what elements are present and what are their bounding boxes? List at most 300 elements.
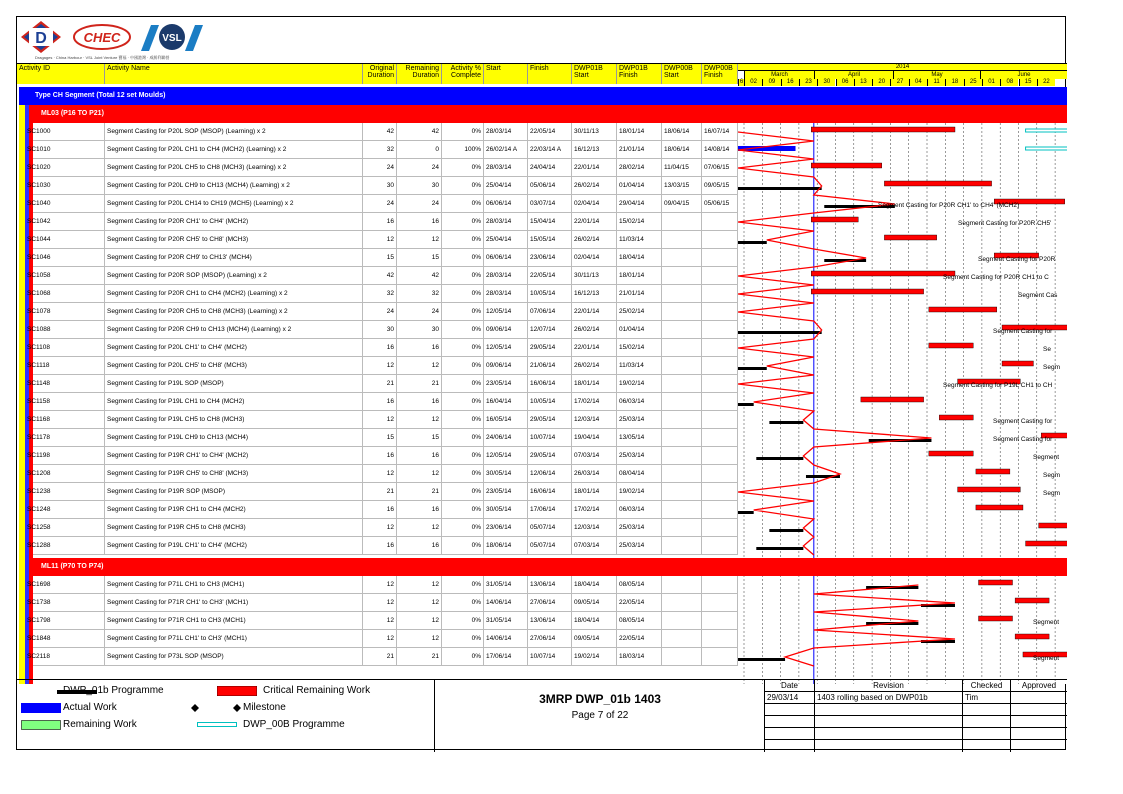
- activity-id: SC1030: [25, 177, 105, 195]
- finish-date: 29/05/14: [528, 339, 572, 357]
- dwp01b-start: 12/03/14: [572, 411, 617, 429]
- original-duration: 15: [363, 249, 397, 267]
- table-row[interactable]: [27, 483, 738, 501]
- activity-id: SC1042: [25, 213, 105, 231]
- remaining-duration: 16: [397, 339, 442, 357]
- percent-complete: 0%: [442, 537, 484, 555]
- start-date: 12/05/14: [484, 447, 528, 465]
- col-dwp00b-finish[interactable]: DWP00B Finish: [702, 64, 738, 84]
- activity-id: SC1044: [25, 231, 105, 249]
- dwp01b-start: 30/11/13: [572, 123, 617, 141]
- dwp00b-finish: [702, 501, 738, 519]
- activity-id: SC1798: [25, 612, 105, 630]
- activity-id: SC1158: [25, 393, 105, 411]
- remaining-duration: 12: [397, 519, 442, 537]
- dwp01b-finish: 06/03/14: [617, 393, 662, 411]
- dwp01b-finish: 01/04/14: [617, 177, 662, 195]
- original-duration: 12: [363, 357, 397, 375]
- table-row[interactable]: [27, 285, 738, 303]
- dwp01b-finish: 28/02/14: [617, 159, 662, 177]
- start-date: 16/05/14: [484, 411, 528, 429]
- activity-name: Segment Casting for P20L CH5 to CH8 (MCH3) (Learning) x 2: [105, 159, 363, 177]
- start-date: 09/06/14: [484, 321, 528, 339]
- bar-label: Segment Casting for P20R CH5': [958, 220, 1052, 227]
- group-band-ml03[interactable]: ML03 (P16 TO P21): [33, 105, 738, 123]
- revision-col-approved: Approved: [1021, 681, 1057, 690]
- percent-complete: 0%: [442, 159, 484, 177]
- revision-empty-row: [765, 704, 1067, 716]
- original-duration: 16: [363, 537, 397, 555]
- dwp01b-bar: [756, 457, 803, 460]
- activity-name: Segment Casting for P20R CH5' to CH8' (MCH3): [105, 231, 363, 249]
- dwp00b-finish: [702, 612, 738, 630]
- percent-complete: 0%: [442, 429, 484, 447]
- report-title: 3MRP DWP_01b 1403: [539, 692, 661, 706]
- col-start[interactable]: Start: [484, 64, 528, 84]
- start-date: 30/05/14: [484, 465, 528, 483]
- dwp01b-finish: 19/02/14: [617, 375, 662, 393]
- start-date: 06/06/14: [484, 195, 528, 213]
- gantt-ml11-band: [738, 558, 1067, 576]
- percent-complete: 0%: [442, 285, 484, 303]
- dwp00b-start: 11/04/15: [662, 159, 702, 177]
- percent-complete: 0%: [442, 483, 484, 501]
- remaining-duration: 12: [397, 357, 442, 375]
- timeline-week: 15: [1019, 79, 1037, 86]
- dwp00b-start: [662, 465, 702, 483]
- original-duration: 32: [363, 285, 397, 303]
- gantt-chart: [738, 87, 1067, 684]
- original-duration: 12: [363, 576, 397, 594]
- start-date: 23/06/14: [484, 519, 528, 537]
- dwp01b-finish: 19/02/14: [617, 483, 662, 501]
- dwp00b-finish: [702, 213, 738, 231]
- table-row[interactable]: [27, 594, 738, 612]
- dwp00b-start: [662, 519, 702, 537]
- dwp00b-finish: [702, 339, 738, 357]
- dwp01b-start: 18/01/14: [572, 483, 617, 501]
- legend-remaining-label: Remaining Work: [63, 719, 137, 730]
- percent-complete: 0%: [442, 339, 484, 357]
- legend-actual-swatch: [21, 703, 61, 713]
- timeline-month: June: [980, 71, 1067, 79]
- activity-name: Segment Casting for P20L SOP (MSOP) (Learning) x 2: [105, 123, 363, 141]
- dwp01b-start: 26/02/14: [572, 177, 617, 195]
- remaining-duration: 24: [397, 303, 442, 321]
- bar-label: Segment Casting for: [993, 328, 1053, 335]
- dwp01b-start: 02/04/14: [572, 195, 617, 213]
- logo-bar: [17, 17, 1067, 64]
- finish-date: 24/04/14: [528, 159, 572, 177]
- timeline-week: 09: [762, 79, 780, 86]
- table-row[interactable]: [27, 213, 738, 231]
- start-date: 17/06/14: [484, 648, 528, 666]
- table-row[interactable]: [27, 375, 738, 393]
- percent-complete: 0%: [442, 594, 484, 612]
- finish-date: 27/06/14: [528, 594, 572, 612]
- col-activity-name[interactable]: Activity Name: [105, 64, 363, 84]
- critical-remaining-bar: [1002, 361, 1033, 366]
- original-duration: 32: [363, 141, 397, 159]
- percent-complete: 0%: [442, 213, 484, 231]
- activity-name: Segment Casting for P19R CH1 to CH4 (MCH2): [105, 501, 363, 519]
- start-date: 28/03/14: [484, 213, 528, 231]
- revision-text: 1403 rolling based on DWP01b: [815, 692, 963, 704]
- legend-critical-label: Critical Remaining Work: [263, 685, 371, 696]
- col-finish[interactable]: Finish: [528, 64, 572, 84]
- table-row[interactable]: [27, 501, 738, 519]
- remaining-duration: 21: [397, 648, 442, 666]
- original-duration: 16: [363, 339, 397, 357]
- table-row[interactable]: [27, 429, 738, 447]
- dwp01b-start: 22/01/14: [572, 303, 617, 321]
- start-date: 06/06/14: [484, 249, 528, 267]
- dwp01b-bar: [738, 241, 767, 244]
- activity-id: SC1238: [25, 483, 105, 501]
- group-band-type-ch[interactable]: Type CH Segment (Total 12 set Moulds): [19, 87, 1067, 105]
- dwp00b-finish: 09/05/15: [702, 177, 738, 195]
- table-row[interactable]: [27, 537, 738, 555]
- remaining-duration: 15: [397, 249, 442, 267]
- activity-name: Segment Casting for P19R CH5 to CH8 (MCH3): [105, 519, 363, 537]
- dwp01b-bar: [769, 529, 803, 532]
- timeline-week: 25: [964, 79, 982, 86]
- critical-remaining-bar: [884, 181, 991, 186]
- finish-date: 13/06/14: [528, 612, 572, 630]
- activity-name: Segment Casting for P19L CH1' to CH4' (MCH2): [105, 537, 363, 555]
- percent-complete: 0%: [442, 177, 484, 195]
- remaining-duration: 12: [397, 594, 442, 612]
- original-duration: 21: [363, 483, 397, 501]
- dwp01b-bar: [738, 367, 767, 370]
- remaining-duration: 30: [397, 321, 442, 339]
- dwp01b-bar: [738, 403, 754, 406]
- percent-complete: 0%: [442, 231, 484, 249]
- critical-remaining-bar: [979, 616, 1013, 621]
- bar-label: Segm: [1043, 364, 1060, 371]
- remaining-duration: 42: [397, 267, 442, 285]
- remaining-duration: 21: [397, 483, 442, 501]
- activity-id: SC1108: [25, 339, 105, 357]
- table-row[interactable]: [27, 576, 738, 594]
- activity-id: SC1088: [25, 321, 105, 339]
- remaining-duration: 24: [397, 159, 442, 177]
- timeline-week: 11: [927, 79, 945, 86]
- critical-remaining-bar: [976, 469, 1010, 474]
- dwp01b-finish: 08/05/14: [617, 576, 662, 594]
- dwp00b-finish: [702, 576, 738, 594]
- bar-label: Segment Casting for P20R CH1 to C: [943, 274, 1049, 281]
- dwp00b-start: [662, 429, 702, 447]
- dwp01b-finish: 18/04/14: [617, 249, 662, 267]
- gantt-sheet: [16, 16, 1066, 750]
- timeline-month: March: [744, 71, 814, 79]
- dwp01b-start: 09/05/14: [572, 594, 617, 612]
- percent-complete: 0%: [442, 249, 484, 267]
- original-duration: 24: [363, 195, 397, 213]
- col-dwp01b-start[interactable]: DWP01B Start: [572, 64, 617, 84]
- col-dwp01b-finish[interactable]: DWP01B Finish: [617, 64, 662, 84]
- start-date: 12/05/14: [484, 303, 528, 321]
- dwp00b-start: [662, 612, 702, 630]
- col-remaining-duration[interactable]: Remaining Duration: [397, 64, 442, 84]
- dwp00b-start: [662, 249, 702, 267]
- table-row[interactable]: [27, 612, 738, 630]
- table-row[interactable]: [27, 630, 738, 648]
- bar-label: Segment Casting for P20R: [978, 256, 1056, 263]
- finish-date: 10/05/14: [528, 393, 572, 411]
- legend-milestone-label: Milestone: [243, 702, 286, 713]
- original-duration: 12: [363, 231, 397, 249]
- dwp01b-start: 12/03/14: [572, 519, 617, 537]
- original-duration: 15: [363, 429, 397, 447]
- dwp00b-finish: [702, 285, 738, 303]
- critical-remaining-bar: [1039, 523, 1067, 528]
- table-row[interactable]: [27, 231, 738, 249]
- dwp00b-finish: [702, 303, 738, 321]
- table-row[interactable]: [27, 159, 738, 177]
- percent-complete: 0%: [442, 501, 484, 519]
- critical-remaining-bar: [939, 415, 973, 420]
- dwp00b-start: [662, 321, 702, 339]
- start-date: 12/05/14: [484, 339, 528, 357]
- remaining-duration: 16: [397, 537, 442, 555]
- revision-checked: Tim: [963, 692, 1011, 704]
- legend-critical-swatch: [217, 686, 257, 696]
- table-row[interactable]: [27, 177, 738, 195]
- dwp00b-finish: [702, 648, 738, 666]
- dwp01b-start: 07/03/14: [572, 447, 617, 465]
- original-duration: 21: [363, 375, 397, 393]
- bar-label: Segm: [1043, 490, 1060, 497]
- activity-id: SC1848: [25, 630, 105, 648]
- table-row[interactable]: [27, 195, 738, 213]
- finish-date: 21/06/14: [528, 357, 572, 375]
- original-duration: 12: [363, 519, 397, 537]
- group-band-ml11[interactable]: ML11 (P70 TO P74): [33, 558, 738, 576]
- dwp01b-start: 18/01/14: [572, 375, 617, 393]
- remaining-duration: 12: [397, 411, 442, 429]
- col-dwp00b-start[interactable]: DWP00B Start: [662, 64, 702, 84]
- remaining-duration: 12: [397, 231, 442, 249]
- critical-remaining-bar: [861, 397, 924, 402]
- activity-id: SC1058: [25, 267, 105, 285]
- original-duration: 24: [363, 303, 397, 321]
- table-row[interactable]: [27, 321, 738, 339]
- activity-id: SC2118: [25, 648, 105, 666]
- critical-remaining-bar: [958, 487, 1021, 492]
- chec-logo-text: CHEC: [83, 30, 121, 45]
- finish-date: 12/06/14: [528, 465, 572, 483]
- start-date: 25/04/14: [484, 231, 528, 249]
- percent-complete: 0%: [442, 375, 484, 393]
- critical-remaining-bar: [929, 307, 997, 312]
- percent-complete: 0%: [442, 576, 484, 594]
- dwp01b-finish: 13/05/14: [617, 429, 662, 447]
- timeline-week: 04: [909, 79, 927, 86]
- dwp00b-finish: [702, 519, 738, 537]
- bar-label: Segment Casting for: [993, 418, 1053, 425]
- critical-remaining-bar: [811, 127, 955, 132]
- start-date: 28/03/14: [484, 159, 528, 177]
- activity-id: SC1168: [25, 411, 105, 429]
- timeline-week: 20: [872, 79, 890, 86]
- legend: [17, 680, 435, 752]
- footer: [17, 679, 1067, 751]
- table-row[interactable]: [27, 519, 738, 537]
- percent-complete: 0%: [442, 519, 484, 537]
- original-duration: 12: [363, 411, 397, 429]
- percent-complete: 0%: [442, 123, 484, 141]
- dwp00b-start: [662, 285, 702, 303]
- col-original-duration[interactable]: Original Duration: [363, 64, 397, 84]
- table-row[interactable]: [27, 267, 738, 285]
- bar-label: Segment: [1033, 619, 1060, 626]
- dwp01b-bar: [738, 187, 822, 190]
- timeline-week: 06: [836, 79, 854, 86]
- dwp01b-start: 26/02/14: [572, 321, 617, 339]
- remaining-duration: 12: [397, 576, 442, 594]
- timeline-year: 2014: [738, 64, 1067, 71]
- critical-remaining-bar: [811, 217, 858, 222]
- dwp01b-start: 26/02/14: [572, 231, 617, 249]
- dwp00b-finish: [702, 231, 738, 249]
- activity-id: SC1068: [25, 285, 105, 303]
- timeline-week: 02: [744, 79, 762, 86]
- original-duration: 12: [363, 594, 397, 612]
- revision-col-date: Date: [765, 680, 815, 692]
- critical-remaining-bar: [811, 271, 955, 276]
- dwp01b-finish: 25/03/14: [617, 519, 662, 537]
- revision-empty-row: [765, 716, 1067, 728]
- original-duration: 30: [363, 177, 397, 195]
- dwp01b-finish: 25/03/14: [617, 411, 662, 429]
- percent-complete: 100%: [442, 141, 484, 159]
- start-date: 31/05/14: [484, 612, 528, 630]
- dwp00b-start: [662, 537, 702, 555]
- finish-date: 16/06/14: [528, 483, 572, 501]
- activity-name: Segment Casting for P20L CH14 to CH19 (MCH5) (Learning) x 2: [105, 195, 363, 213]
- critical-remaining-bar: [929, 343, 973, 348]
- start-date: 23/05/14: [484, 375, 528, 393]
- dwp00b-finish: [702, 447, 738, 465]
- table-row[interactable]: [27, 123, 738, 141]
- dwp01b-finish: 25/03/14: [617, 537, 662, 555]
- activity-name: Segment Casting for P20R CH5 to CH8 (MCH3) (Learning) x 2: [105, 303, 363, 321]
- start-date: 24/06/14: [484, 429, 528, 447]
- dwp00b-finish: [702, 483, 738, 501]
- revision-approved: [1011, 692, 1067, 704]
- table-row[interactable]: [27, 411, 738, 429]
- table-row[interactable]: [27, 648, 738, 666]
- activity-id: SC1738: [25, 594, 105, 612]
- table-row[interactable]: [27, 303, 738, 321]
- dwp00b-start: [662, 501, 702, 519]
- activity-id: SC1698: [25, 576, 105, 594]
- dwp01b-finish: 21/01/14: [617, 285, 662, 303]
- legend-milestone-icon: [189, 702, 249, 714]
- original-duration: 16: [363, 447, 397, 465]
- activity-name: Segment Casting for P19L CH1 to CH4 (MCH2): [105, 393, 363, 411]
- table-row[interactable]: [27, 393, 738, 411]
- timeline-week: 16: [781, 79, 799, 86]
- col-activity-id[interactable]: Activity ID: [17, 64, 105, 84]
- activity-name: Segment Casting for P19L CH9 to CH13 (MCH4): [105, 429, 363, 447]
- dwp00b-start: [662, 357, 702, 375]
- legend-remaining-swatch: [21, 720, 61, 730]
- dwp01b-finish: 22/05/14: [617, 594, 662, 612]
- percent-complete: 0%: [442, 303, 484, 321]
- finish-date: 29/05/14: [528, 447, 572, 465]
- dwp00b-start: [662, 375, 702, 393]
- dwp01b-start: 26/02/14: [572, 357, 617, 375]
- dwp01b-start: 17/02/14: [572, 393, 617, 411]
- original-duration: 42: [363, 123, 397, 141]
- original-duration: 16: [363, 393, 397, 411]
- vsl-logo-icon: [139, 21, 203, 53]
- start-date: 14/06/14: [484, 630, 528, 648]
- dwp01b-finish: 22/05/14: [617, 630, 662, 648]
- dwp01b-start: 07/03/14: [572, 537, 617, 555]
- finish-date: 27/06/14: [528, 630, 572, 648]
- dwp00b-finish: [702, 375, 738, 393]
- original-duration: 12: [363, 612, 397, 630]
- finish-date: 05/07/14: [528, 537, 572, 555]
- dwp01b-start: 19/04/14: [572, 429, 617, 447]
- dwp01b-start: 30/11/13: [572, 267, 617, 285]
- table-row[interactable]: [27, 141, 738, 159]
- activity-id: SC1010: [25, 141, 105, 159]
- table-row[interactable]: [27, 465, 738, 483]
- start-date: 28/03/14: [484, 123, 528, 141]
- legend-dwp01b-label: DWP_01b Programme: [63, 685, 164, 696]
- bar-label: Segment Casting for: [993, 436, 1053, 443]
- table-row[interactable]: [27, 357, 738, 375]
- percent-complete: 0%: [442, 630, 484, 648]
- activity-name: Segment Casting for P20L CH1' to CH4' (MCH2): [105, 339, 363, 357]
- activity-name: Segment Casting for P20L CH9 to CH13 (MCH4) (Learning) x 2: [105, 177, 363, 195]
- col-activity-percent[interactable]: Activity % Complete: [442, 64, 484, 84]
- activity-id: SC1000: [25, 123, 105, 141]
- activity-name: Segment Casting for P71L CH1 to CH3 (MCH1): [105, 576, 363, 594]
- dwp00b-start: [662, 576, 702, 594]
- finish-date: 07/06/14: [528, 303, 572, 321]
- finish-date: 16/06/14: [528, 375, 572, 393]
- dwp01b-start: 22/01/14: [572, 213, 617, 231]
- dwp01b-start: 18/04/14: [572, 576, 617, 594]
- table-row[interactable]: [27, 249, 738, 267]
- original-duration: 42: [363, 267, 397, 285]
- activity-id: SC1148: [25, 375, 105, 393]
- dwp01b-start: 16/12/13: [572, 285, 617, 303]
- dwp01b-start: 19/02/14: [572, 648, 617, 666]
- critical-remaining-bar: [811, 163, 882, 168]
- table-row[interactable]: [27, 339, 738, 357]
- activity-id: SC1178: [25, 429, 105, 447]
- table-row[interactable]: [27, 447, 738, 465]
- dwp01b-start: 09/05/14: [572, 630, 617, 648]
- dwp00b-finish: [702, 321, 738, 339]
- finish-date: 15/04/14: [528, 213, 572, 231]
- bar-label: Segment Casting for P19L CH1 to CH: [943, 382, 1053, 389]
- dwp00b-finish: [702, 249, 738, 267]
- activity-name: Segment Casting for P71R CH1 to CH3 (MCH1): [105, 612, 363, 630]
- original-duration: 16: [363, 501, 397, 519]
- revision-header-row: [765, 680, 1067, 692]
- dwp01b-finish: 18/01/14: [617, 123, 662, 141]
- dwp00b-finish: [702, 393, 738, 411]
- timeline-week: 6: [739, 79, 744, 85]
